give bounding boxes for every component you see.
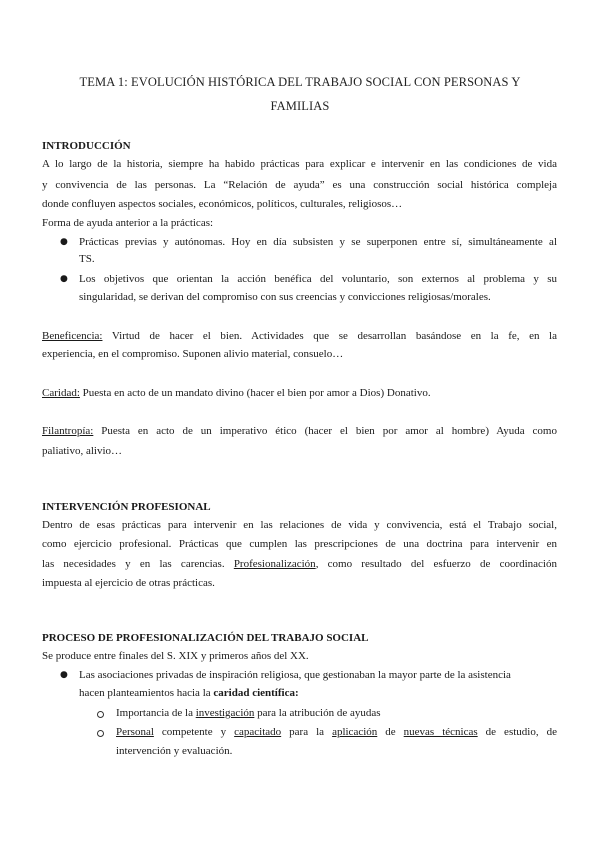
investigacion-term: investigación [195,707,255,719]
proceso-bullet-line-2 [79,686,299,700]
intro-bullet-2-line-1: Los objetivos que orientan la acción benéfica del voluntario, son externos al problema y su [79,273,557,285]
title-line-2: FAMILIAS [270,99,330,113]
page-title [40,70,560,118]
proceso-sub-bullet-2-line-2: intervención y evaluación. [116,745,233,757]
section-heading-intervencion: INTERVENCIÓN PROFESIONAL [42,501,211,513]
intro-paragraph-line-2: y convivencia de las personas. La “Relación de ayuda” es una construcción social histórica compleja [42,179,557,191]
caridad-text: Puesta en acto de un mandato divino (hacer el bien por amor a Dios) Donativo. [79,387,431,399]
section-heading-proceso: PROCESO DE PROFESIONALIZACIÓN DEL TRABAJO SOCIAL [42,632,369,644]
beneficencia-line-1 [42,329,557,343]
intro-bullet-1-line-2: TS. [79,253,95,265]
beneficencia-term: Beneficencia: [42,330,103,342]
filantropia-line-1 [42,424,557,438]
bullet-icon: ● [60,274,68,284]
capacitado-term: capacitado [234,726,282,738]
intro-paragraph-line-3: donde confluyen aspectos sociales, económicos, políticos, culturales, religiosos… [42,198,403,210]
intervencion-line-3-post: , como resultado del esfuerzo de coordinación [315,558,557,570]
proceso-intro: Se produce entre finales del S. XIX y primeros años del XX. [42,650,309,662]
proceso-bullet-line-2-pre: hacen planteamientos hacia la [79,687,214,699]
filantropia-text: Puesta en acto de un imperativo ético (hacer el bien por amor al hombre) Ayuda como [93,425,557,437]
filantropia-term: Filantropía: [42,425,94,437]
aplicacion-term: aplicación [332,726,378,738]
proceso-sub-bullet-2-line-1 [116,725,557,739]
sub2-text-1: competente y [153,726,235,738]
bullet-icon: ● [60,670,68,680]
intro-bullet-2-line-2: singularidad, se derivan del compromiso con sus creencias y convicciones religiosas/morales. [79,291,491,303]
sub2-text-4: de estudio, de [477,726,557,738]
caridad-line [42,386,431,400]
intervencion-line-3 [42,557,557,571]
beneficencia-text: Virtud de hacer el bien. Actividades que se desarrollan basándose en la fe, en la [102,330,557,342]
filantropia-line-2: paliativo, alivio… [42,445,123,457]
intro-forma-de-ayuda: Forma de ayuda anterior a la prácticas: [42,217,214,229]
proceso-bullet-line-1: Las asociaciones privadas de inspiración religiosa, que gestionaban la mayor parte de la asistencia [79,669,511,681]
sub1-post: para la atribución de ayudas [254,707,381,719]
intervencion-line-4: impuesta al ejercicio de otras prácticas. [42,577,215,589]
intervencion-line-2: como ejercicio profesional. Prácticas que cumplen las prescripciones de una doctrina para intervenir en [42,538,557,550]
caridad-term: Caridad: [42,387,80,399]
intervencion-line-1: Dentro de esas prácticas para intervenir en las relaciones de vida y convivencia, está el Trabajo social, [42,519,557,531]
proceso-sub-bullet-1 [116,706,381,720]
sub1-pre: Importancia de la [116,707,196,719]
sub2-text-3: de [377,726,404,738]
section-heading-introduccion: INTRODUCCIÓN [42,140,131,152]
title-line-1: TEMA 1: EVOLUCIÓN HISTÓRICA DEL TRABAJO SOCIAL CON PERSONAS Y [79,75,521,89]
profesionalizacion-term: Profesionalización [233,558,316,570]
personal-term: Personal [116,726,154,738]
sub-bullet-circle-icon [97,730,104,737]
bullet-icon: ● [60,237,68,247]
caridad-cientifica-term: caridad científica: [213,687,299,699]
intervencion-line-3-pre: las necesidades y en las carencias. [42,558,234,570]
intro-bullet-1-line-1: Prácticas previas y autónomas. Hoy en día subsisten y se superponen entre sí, simultáneamente al [79,236,557,248]
beneficencia-line-2: experiencia, en el compromiso. Suponen alivio material, consuelo… [42,348,344,360]
intro-paragraph-line-1: A lo largo de la historia, siempre ha habido prácticas para explicar e intervenir en las condiciones de vida [42,158,557,170]
nuevas-tecnicas-term: nuevas técnicas [403,726,478,738]
sub2-text-2: para la [281,726,333,738]
sub-bullet-circle-icon [97,711,104,718]
